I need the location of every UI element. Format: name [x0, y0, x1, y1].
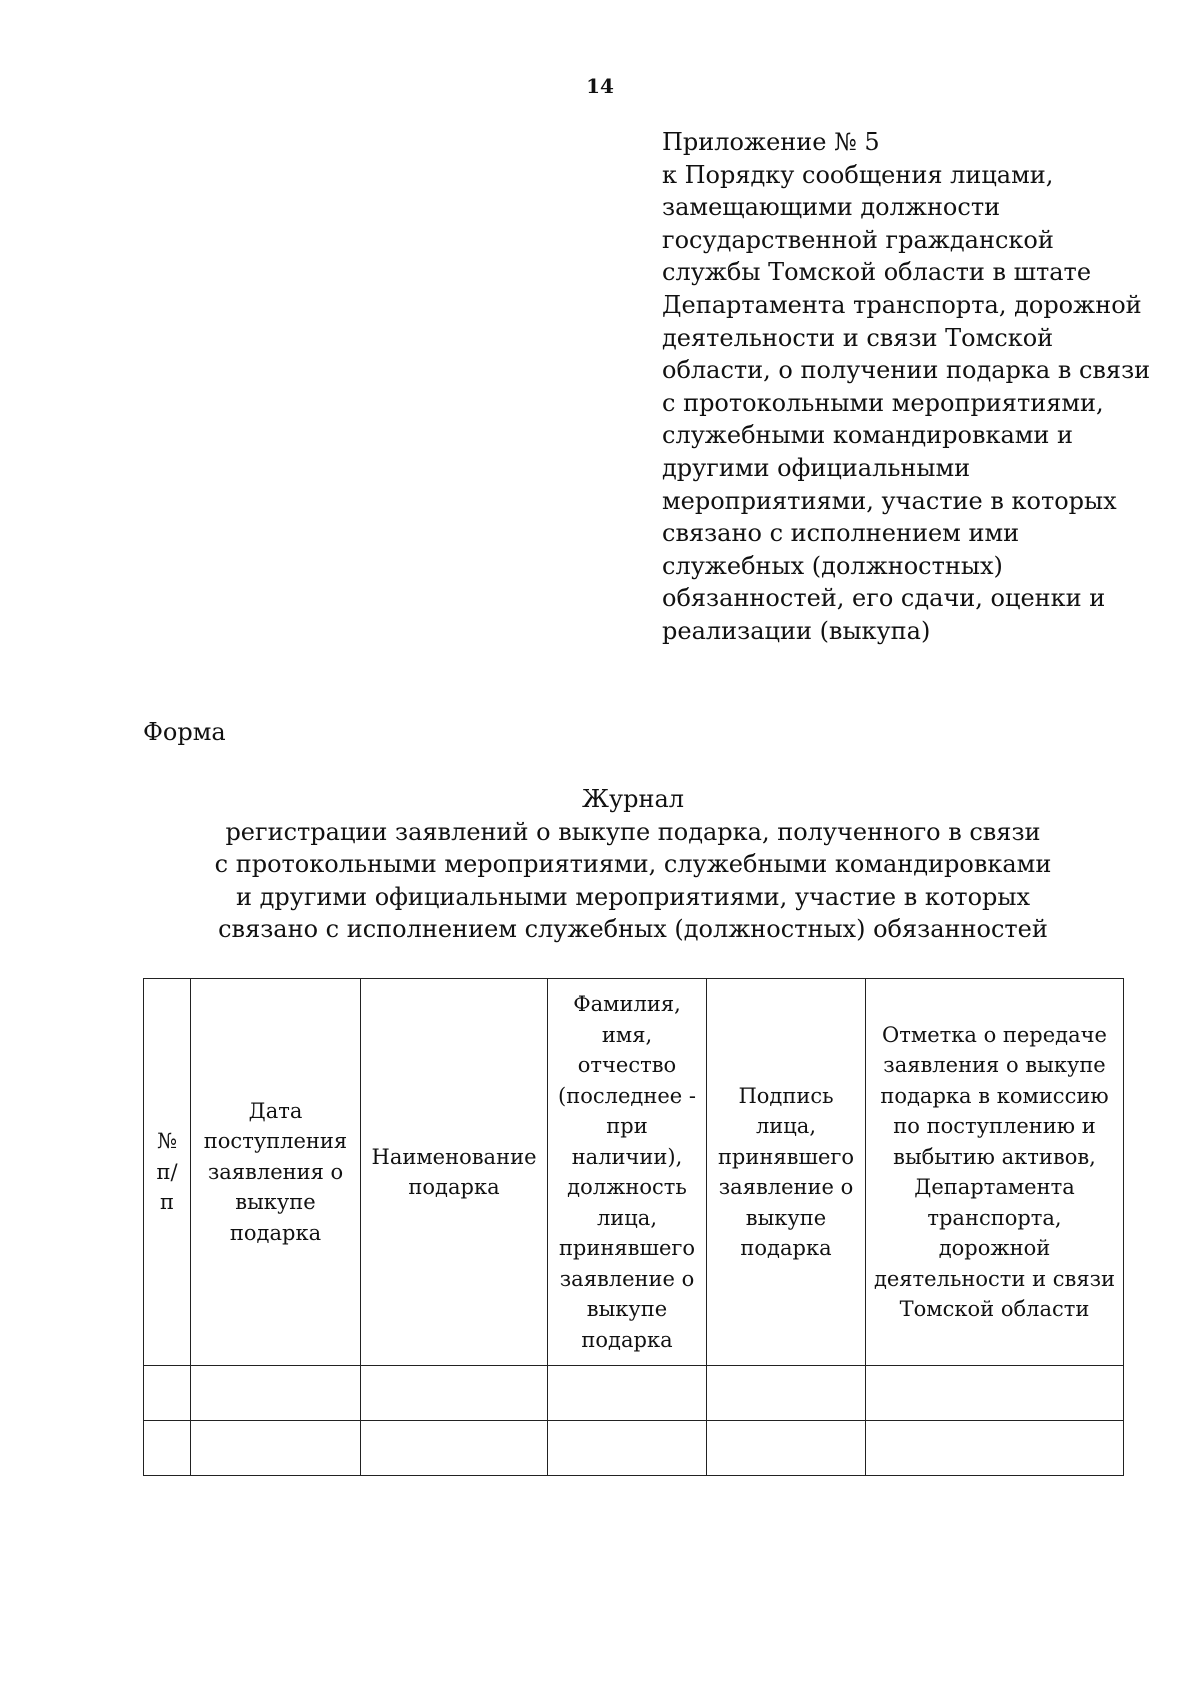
- header-text-line: заявления о выкупе: [883, 1053, 1106, 1077]
- table-cell[interactable]: [144, 1421, 191, 1476]
- header-text-line: выкупе: [235, 1190, 316, 1215]
- journal-subtitle-line: связано с исполнением служебных (должностных) обязанностей: [218, 915, 1048, 944]
- header-gift-name: [361, 979, 548, 1366]
- table-cell[interactable]: [707, 1366, 866, 1421]
- header-date: [191, 979, 361, 1366]
- header-text-line: принявшего: [717, 1144, 855, 1169]
- appendix-line: Приложение № 5: [662, 128, 880, 156]
- header-text-line: дорожной: [938, 1236, 1051, 1260]
- header-text-line: принявшего: [558, 1236, 696, 1260]
- journal-heading: [143, 783, 1123, 946]
- appendix-line: связано с исполнением ими: [662, 519, 1020, 548]
- header-text-line: Томской области: [899, 1297, 1090, 1321]
- header-text-line: лица,: [755, 1114, 817, 1138]
- header-text-line: подарка: [229, 1220, 322, 1245]
- appendix-line: служебными командировками и: [662, 421, 1074, 450]
- header-text-line: выкупе: [586, 1297, 668, 1321]
- header-text-line: Отметка о передаче: [882, 1022, 1107, 1047]
- table-row: [144, 1366, 1124, 1421]
- appendix-line: реализации (выкупа): [662, 616, 931, 645]
- journal-subtitle-line: и другими официальными мероприятиями, участие в которых: [235, 882, 1031, 911]
- header-text-line: подарка: [581, 1327, 673, 1352]
- header-text-line: Департамента: [914, 1175, 1075, 1199]
- header-text-line: заявления о: [207, 1159, 344, 1184]
- header-text-line: Дата: [248, 1098, 303, 1123]
- appendix-heading: [662, 126, 1152, 648]
- page-number: 14: [586, 74, 614, 98]
- header-text-line: выкупе: [745, 1205, 827, 1230]
- table-cell[interactable]: [144, 1366, 191, 1421]
- appendix-line: к Порядку сообщения лицами,: [662, 160, 1054, 189]
- appendix-line: государственной гражданской: [662, 225, 1054, 254]
- header-text-line: подарка: [408, 1175, 500, 1199]
- header-text-line: транспорта,: [927, 1205, 1062, 1230]
- header-text-line: должность: [567, 1175, 687, 1199]
- header-text-line: п/: [156, 1159, 178, 1184]
- table-cell[interactable]: [866, 1421, 1124, 1476]
- appendix-line: службы Томской области в штате: [662, 258, 1092, 287]
- header-text-line: заявление о: [559, 1266, 695, 1291]
- appendix-line: деятельности и связи Томской: [662, 323, 1054, 352]
- table-body: [144, 1366, 1124, 1476]
- header-signature: [707, 979, 866, 1366]
- table-row: [144, 1421, 1124, 1476]
- header-text-line: по поступлению и: [893, 1114, 1096, 1138]
- table-cell[interactable]: [191, 1366, 361, 1421]
- form-label: Форма: [143, 718, 226, 746]
- header-text-line: отчество: [577, 1053, 677, 1077]
- header-number: [144, 979, 191, 1366]
- header-text-line: п: [160, 1190, 174, 1215]
- appendix-line: мероприятиями, участие в которых: [662, 486, 1117, 515]
- journal-subtitle-line: с протокольными мероприятиями, служебными командировками: [214, 850, 1052, 879]
- table-cell[interactable]: [548, 1421, 707, 1476]
- journal-subtitle-line: регистрации заявлений о выкупе подарка, полученного в связи: [225, 817, 1041, 846]
- header-text-line: Фамилия,: [573, 992, 681, 1016]
- table-cell[interactable]: [191, 1421, 361, 1476]
- header-text-line: №: [157, 1129, 177, 1154]
- appendix-line: замещающими должности: [662, 193, 1001, 222]
- appendix-line: с протокольными мероприятиями,: [662, 388, 1104, 417]
- table-cell[interactable]: [707, 1421, 866, 1476]
- appendix-line: области, о получении подарка в связи: [662, 356, 1151, 385]
- appendix-line: другими официальными: [662, 453, 971, 482]
- header-text-line: заявление о: [718, 1175, 854, 1199]
- table-cell[interactable]: [866, 1366, 1124, 1421]
- appendix-line: Департамента транспорта, дорожной: [662, 290, 1142, 319]
- header-text-line: подарка: [740, 1236, 832, 1260]
- header-person: [548, 979, 707, 1366]
- header-text-line: выбытию активов,: [893, 1144, 1096, 1169]
- appendix-line: служебных (должностных): [662, 551, 1003, 580]
- header-text-line: лица,: [596, 1205, 658, 1230]
- table-cell[interactable]: [548, 1366, 707, 1421]
- header-text-line: подарка в комиссию: [880, 1083, 1109, 1108]
- journal-title: Журнал: [582, 785, 684, 813]
- header-commission-mark: [866, 979, 1124, 1366]
- table-cell[interactable]: [361, 1421, 548, 1476]
- header-text-line: имя,: [601, 1022, 653, 1047]
- appendix-line: обязанностей, его сдачи, оценки и: [662, 584, 1106, 613]
- header-text-line: деятельности и связи: [873, 1266, 1116, 1291]
- header-text-line: Подпись: [738, 1083, 834, 1108]
- header-text-line: при: [606, 1114, 648, 1138]
- header-text-line: Наименование: [371, 1144, 537, 1169]
- table-cell[interactable]: [361, 1366, 548, 1421]
- register-table: [143, 978, 1124, 1476]
- header-text-line: поступления: [203, 1129, 348, 1154]
- table-header-row: [144, 979, 1124, 1366]
- header-text-line: наличии),: [571, 1144, 683, 1169]
- header-text-line: (последнее -: [558, 1083, 696, 1108]
